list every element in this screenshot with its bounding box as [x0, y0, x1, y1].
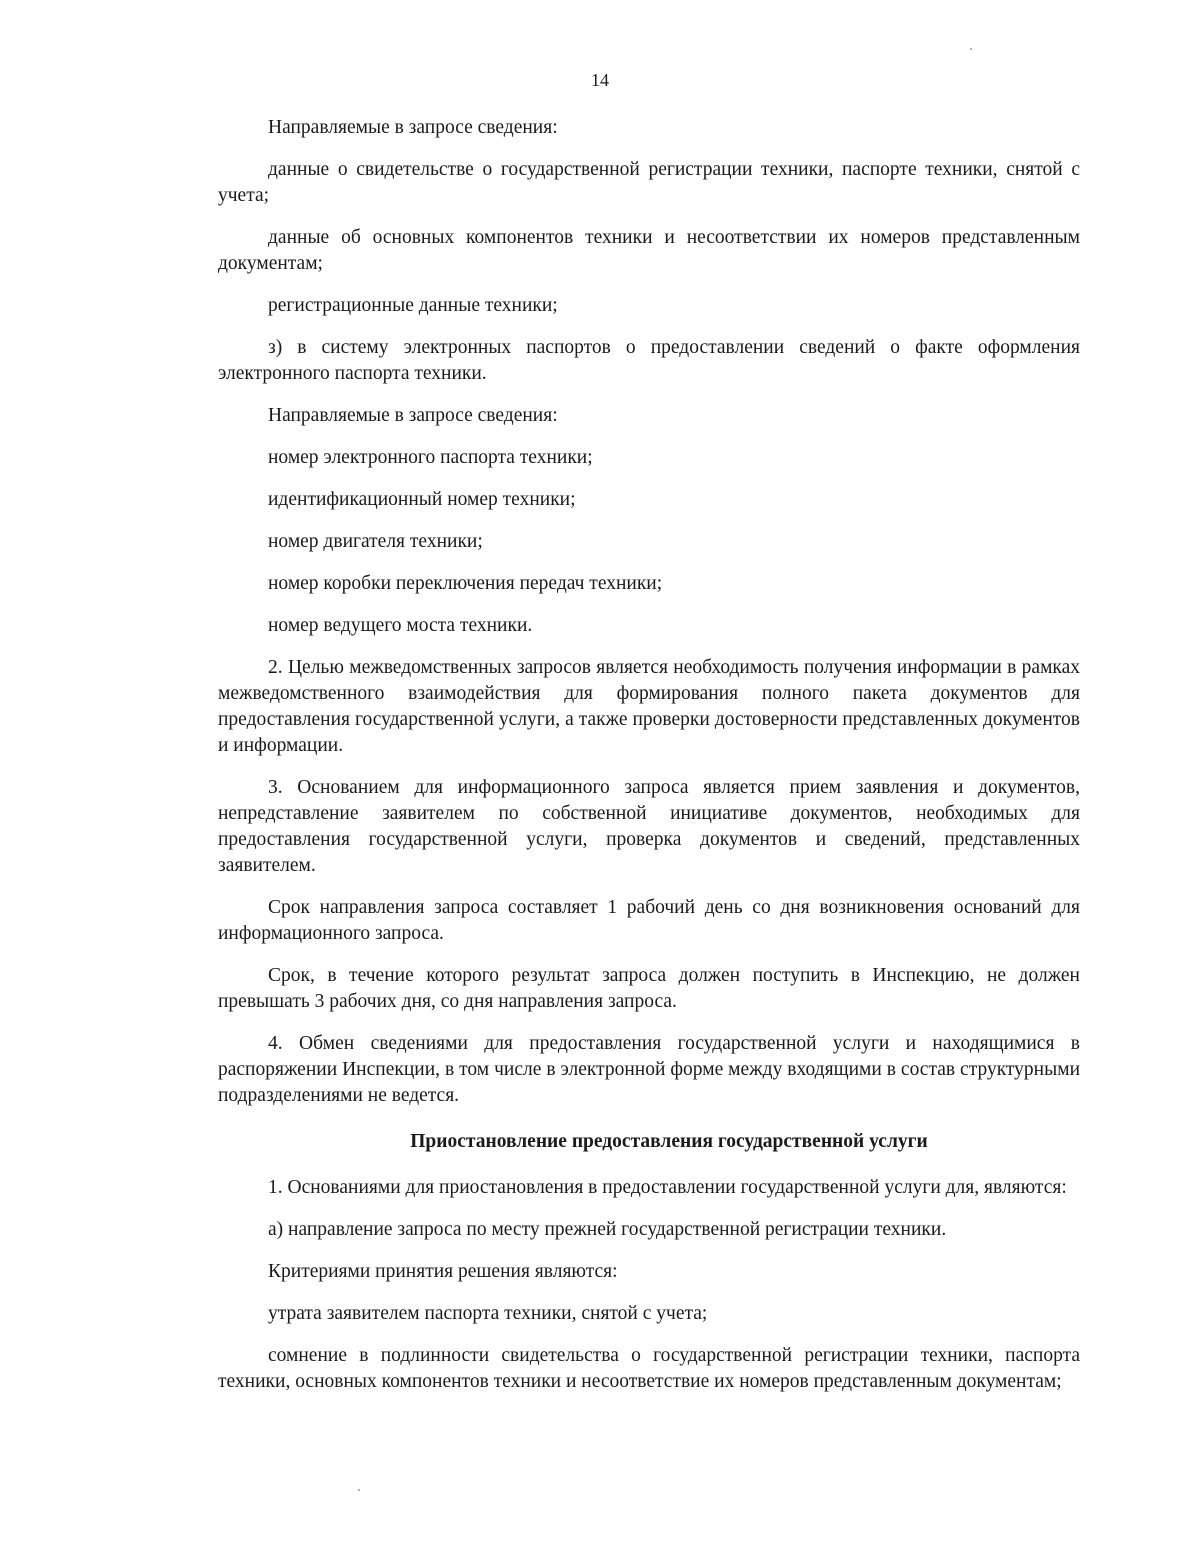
- scan-speck: [970, 48, 972, 50]
- document-body: [218, 115, 1080, 1411]
- section-heading: Приостановление предоставления государственной услуги: [410, 1131, 928, 1152]
- paragraph: 1. Основаниями для приостановления в предоставлении государственной услуги для, являются:: [268, 1177, 1067, 1198]
- paragraph: регистрационные данные техники;: [268, 295, 558, 316]
- paragraph: номер ведущего моста техники.: [268, 615, 533, 636]
- paragraph: а) направление запроса по месту прежней государственной регистрации техники.: [268, 1219, 947, 1240]
- paragraph: Направляемые в запросе сведения:: [268, 405, 558, 426]
- paragraph: 3. Основанием для информационного запроса является прием заявления и документов, непредставление заявителем по собственной инициативе документов, необходимых для предоставления государственной услуги, проверка документов и сведений, представленных заявителем.: [218, 777, 1080, 876]
- paragraph: 4. Обмен сведениями для предоставления государственной услуги и находящимися в распоряжении Инспекции, в том числе в электронной форме между входящими в состав структурными подразделениями не ведется.: [218, 1033, 1080, 1106]
- paragraph: данные о свидетельстве о государственной регистрации техники, паспорте техники, снятой с учета;: [218, 159, 1080, 206]
- paragraph: номер коробки переключения передач техники;: [268, 573, 663, 594]
- paragraph: данные об основных компонентов техники и несоответствии их номеров представленным документам;: [218, 227, 1080, 274]
- scan-speck: [358, 1489, 360, 1491]
- paragraph: Срок направления запроса составляет 1 рабочий день со дня возникновения оснований для информационного запроса.: [218, 897, 1080, 944]
- paragraph: утрата заявителем паспорта техники, снятой с учета;: [268, 1303, 708, 1324]
- paragraph: Критериями принятия решения являются:: [268, 1261, 618, 1282]
- paragraph: номер двигателя техники;: [268, 531, 483, 552]
- paragraph: Срок, в течение которого результат запроса должен поступить в Инспекцию, не должен превышать 3 рабочих дня, со дня направления запроса.: [218, 965, 1080, 1012]
- paragraph: 2. Целью межведомственных запросов является необходимость получения информации в рамках межведомственного взаимодействия для формирования полного пакета документов для предоставления государственной услуги, а также проверки достоверности представленных документов и информации.: [218, 657, 1080, 756]
- paragraph: номер электронного паспорта техники;: [268, 447, 593, 468]
- paragraph: з) в систему электронных паспортов о предоставлении сведений о факте оформления электронного паспорта техники.: [218, 337, 1080, 384]
- paragraph: идентификационный номер техники;: [268, 489, 576, 510]
- paragraph: сомнение в подлинности свидетельства о государственной регистрации техники, паспорта техники, основных компонентов техники и несоответствие их номеров представленным документам;: [218, 1345, 1080, 1392]
- paragraph: Направляемые в запросе сведения:: [268, 117, 558, 138]
- page-number: 14: [591, 70, 609, 90]
